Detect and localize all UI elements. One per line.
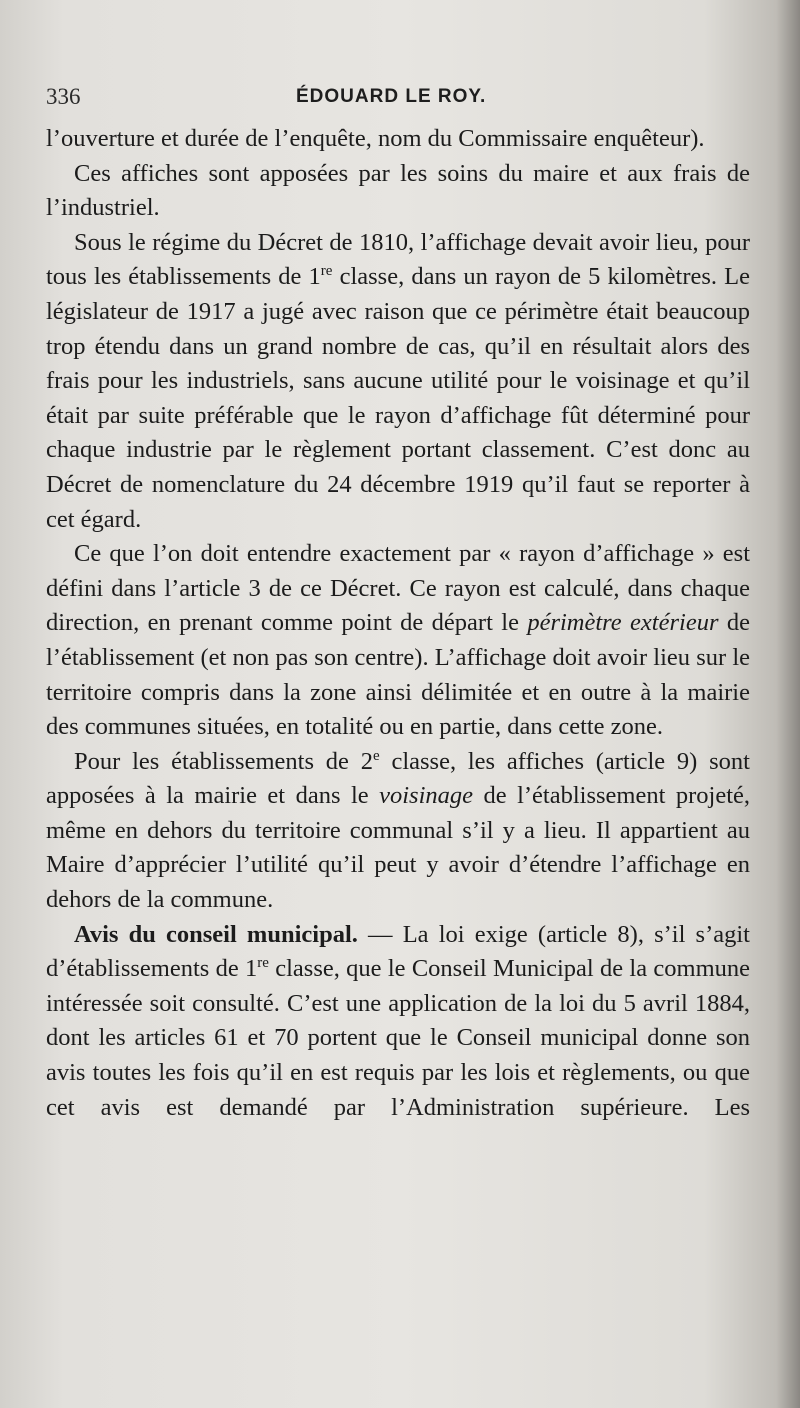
running-title: ÉDOUARD LE ROY. [296,86,487,107]
paragraph-avis-conseil: Avis du conseil municipal. — La loi exige (article 8), s’il s’agit d’établissements de 1re classe, que le Conseil Municipal de la commune intéressée soit consulté. C’est une application de la loi du 5 avril 1884, dont les articles 61 et 70 portent que le Conseil municipal donne son avis toutes les fois qu’il en est requis par les lois et règlements, ou que cet avis est demandé par l’Administration supérieure. Les [46,920,751,1121]
paragraph-affiches: Ces affiches sont apposées par les soins du maire et aux frais de l’industriel. [46,159,750,222]
paragraph-regime-decret: Sous le régime du Décret de 1810, l’affichage devait avoir lieu, pour tous les établissements de 1re classe, dans un rayon de 5 kilomètres. Le législateur de 1917 a jugé avec raison que ce périmètre était beaucoup trop étendu dans un grand nombre de cas, qu’il en résultait alors des frais pour les industriels, sans aucune utilité pour le voisinage et qu’il était par suite préférable que le rayon d’affichage fût déterminé pour chaque industrie par le règlement portant classement. C’est donc au Décret de nomenclature du 24 décembre 1919 qu’il faut se reporter à cet égard. [46,228,750,533]
page-number: 336 [46,84,81,109]
body-text [46,122,750,1125]
paragraph-enquete-continuation: l’ouverture et durée de l’enquête, nom du Commissaire enquêteur). [46,125,705,152]
section-label-avis: Avis du conseil municipal. [74,920,358,948]
page-header [46,84,746,114]
paragraph-rayon-affichage: Ce que l’on doit entendre exactement par « rayon d’affichage » est défini dans l’article 3 de ce Décret. Ce rayon est calculé, dans chaque direction, en prenant comme point de départ le périmètre extérieur de l’établissement (et non pas son centre). L’affichage doit avoir lieu sur le territoire compris dans la zone ainsi délimitée et en outre à la mairie des communes situées, en totalité ou en partie, dans cette zone. [46,540,750,741]
paragraph-deuxieme-classe: Pour les établissements de 2e classe, les affiches (article 9) sont apposées à la mairie et dans le voisinage de l’établissement projeté, même en dehors du territoire communal s’il y a lieu. Il appartient au Maire d’apprécier l’utilité qu’il peut y avoir d’étendre l’affichage en dehors de la commune. [46,747,750,914]
